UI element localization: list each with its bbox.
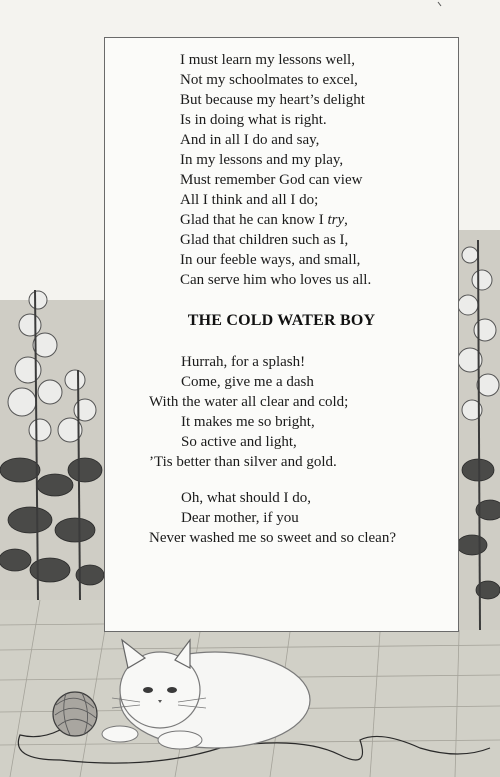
poem-line: In our feeble ways, and small, [180, 252, 361, 268]
poem-line: And in all I do and say, [180, 132, 320, 148]
poem-line: ’Tis better than silver and gold. [149, 454, 337, 470]
poem-line: Come, give me a dash [181, 374, 314, 390]
poem-line: I must learn my lessons well, [180, 52, 355, 68]
poem-line: Glad that he can know I try, [180, 212, 348, 228]
hollyhock-flowers-left [0, 290, 104, 600]
poem-line: Not my schoolmates to excel, [180, 72, 358, 88]
poem-line: Never washed me so sweet and so clean? [149, 530, 396, 546]
poem-line: It makes me so bright, [181, 414, 315, 430]
poem-line: With the water all clear and cold; [149, 394, 349, 410]
poem-line: Hurrah, for a splash! [181, 354, 306, 370]
poem-line: In my lessons and my play, [180, 152, 344, 168]
poem-line: Glad that children such as I, [180, 232, 349, 248]
text-panel [104, 37, 459, 632]
poem-line: All I think and all I do; [180, 192, 319, 208]
poem-line: But because my heart’s delight [180, 92, 365, 108]
poem-line: So active and light, [181, 434, 297, 450]
poem-line: Must remember God can view [180, 172, 363, 188]
poem-line: Can serve him who loves us all. [180, 272, 372, 288]
poem-line: Oh, what should I do, [181, 490, 311, 506]
hollyhock-flowers-right [457, 230, 500, 630]
section-title: THE COLD WATER BOY [187, 312, 376, 329]
emphasis-try: try [327, 212, 345, 228]
poem-line: Is in doing what is right. [180, 112, 327, 128]
poem-line: Dear mother, if you [181, 510, 299, 526]
ink-mark [438, 2, 441, 6]
